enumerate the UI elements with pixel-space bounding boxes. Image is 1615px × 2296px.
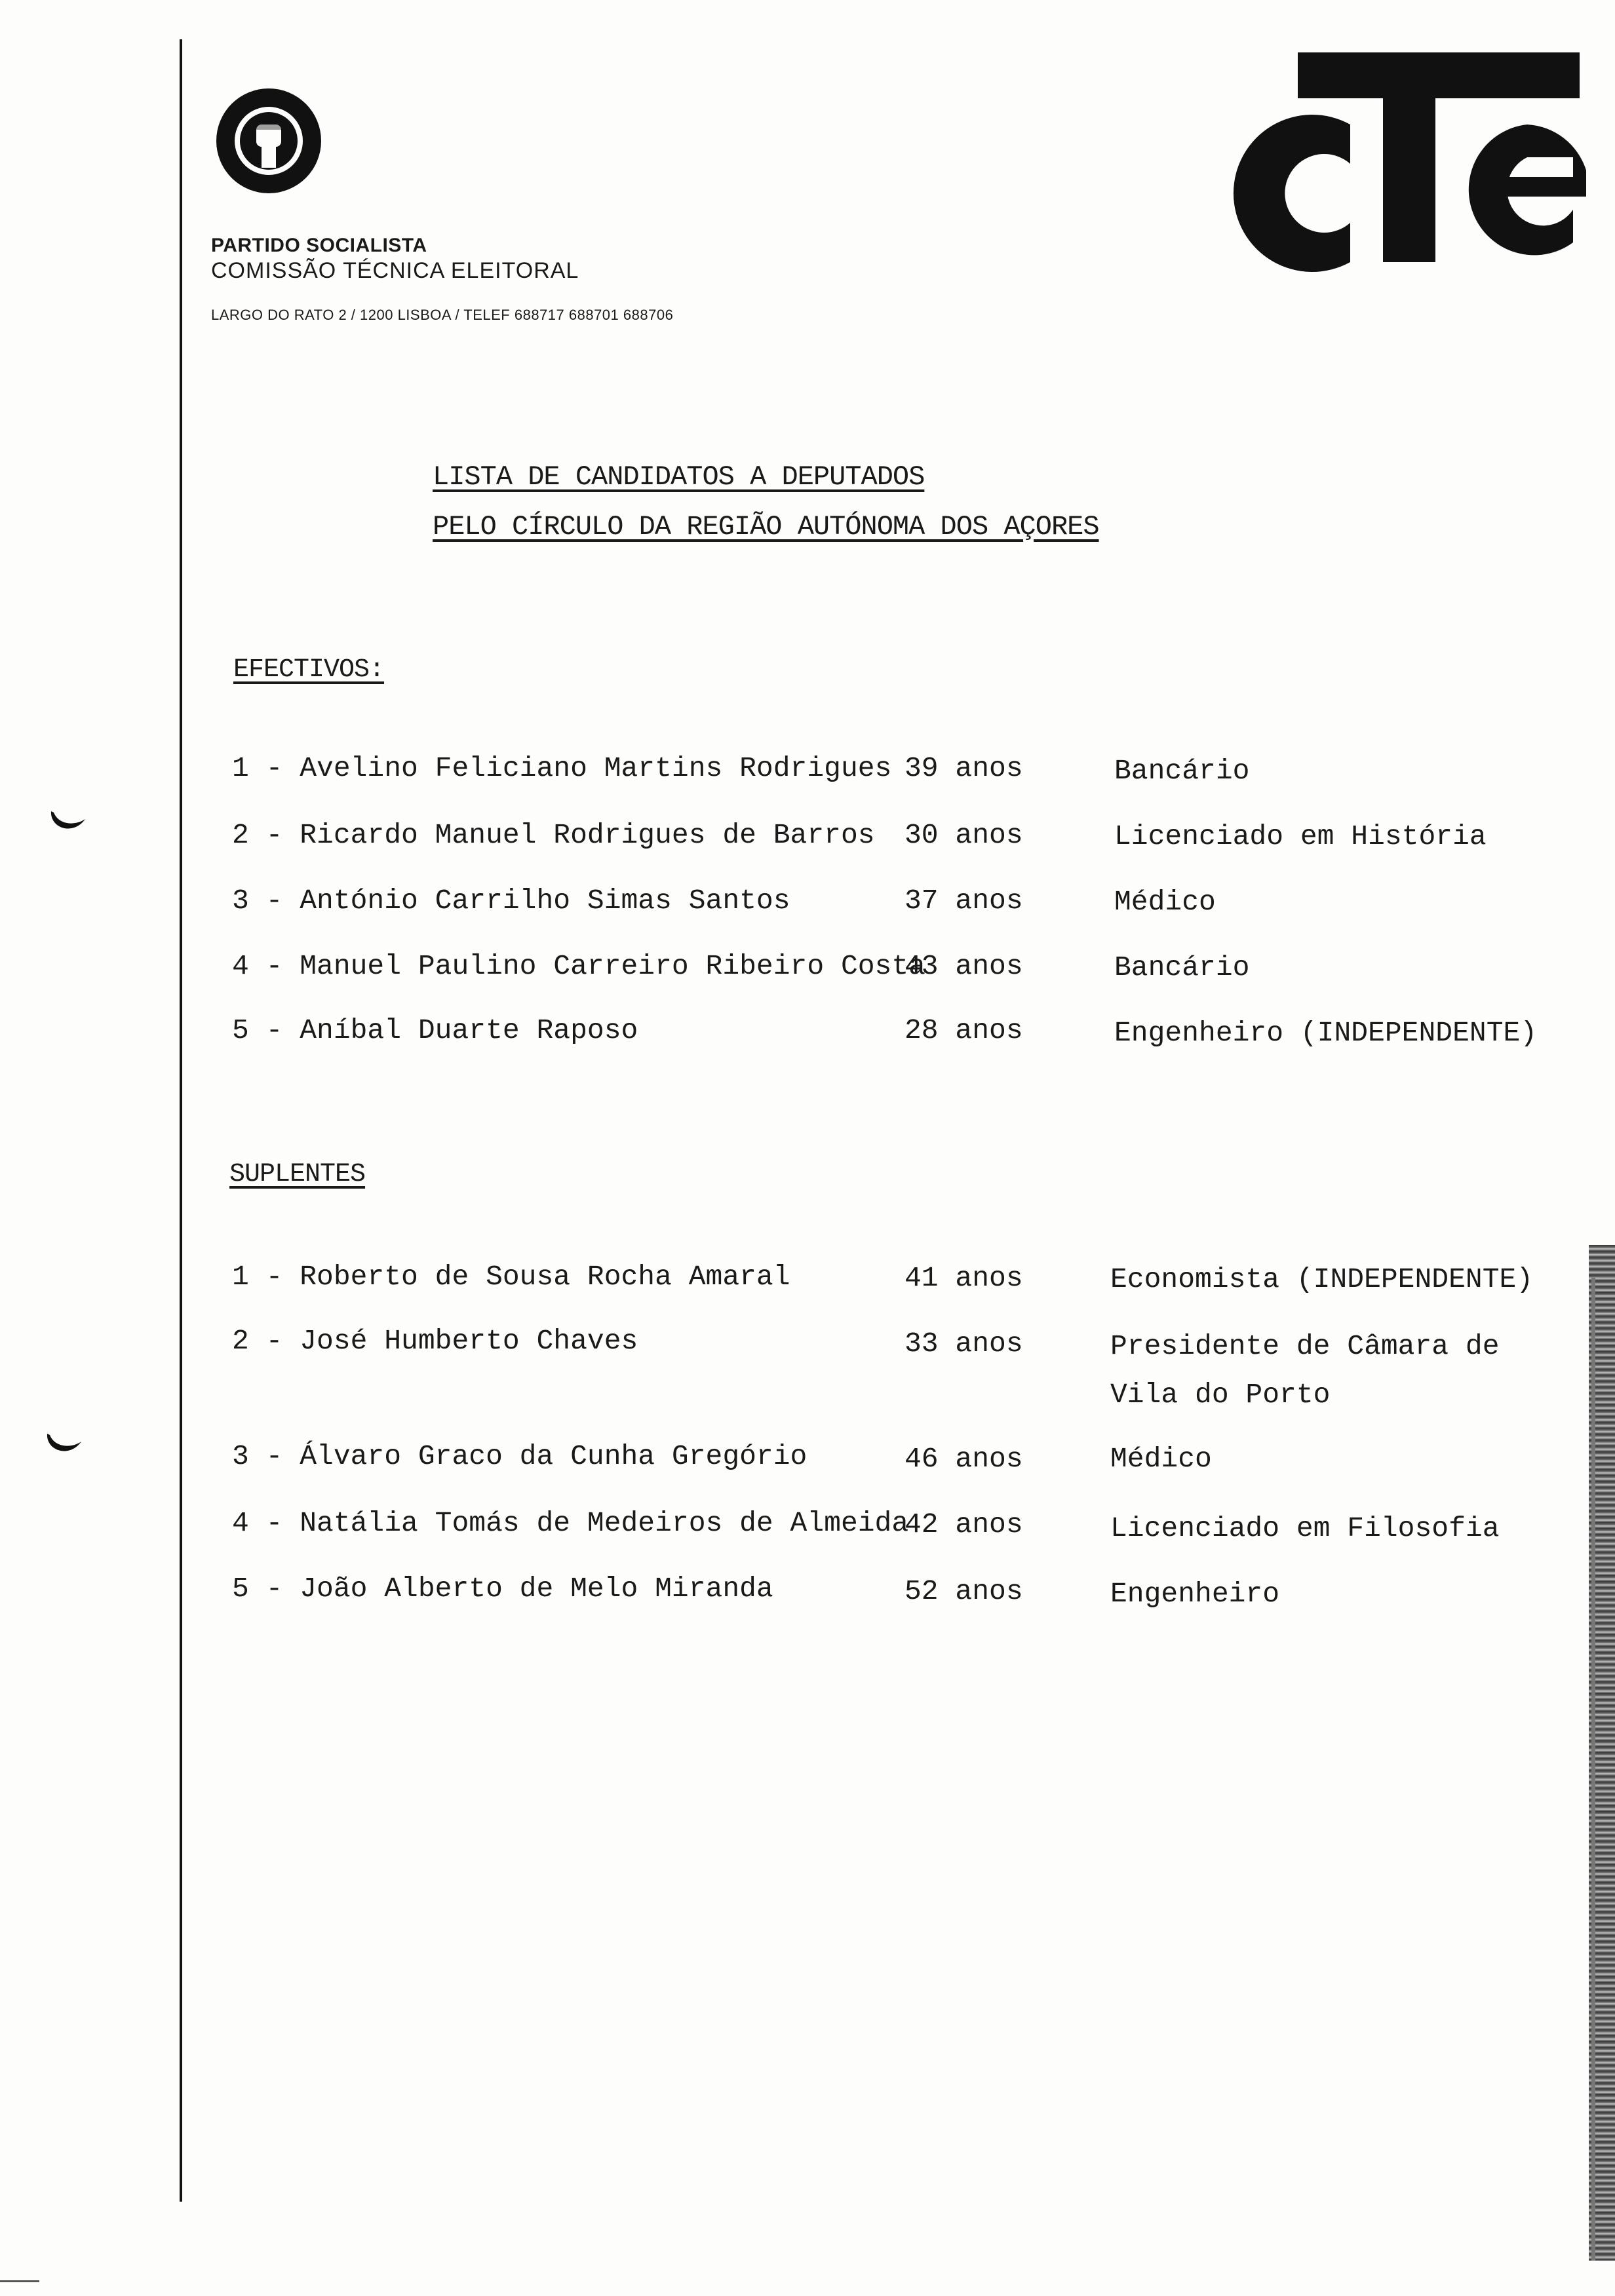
efectivo-profession: Bancário bbox=[1114, 755, 1250, 787]
suplente-name: 5 - João Alberto de Melo Miranda bbox=[232, 1573, 773, 1605]
commission-name: COMISSÃO TÉCNICA ELEITORAL bbox=[211, 258, 579, 283]
punch-hole-mark bbox=[43, 1428, 85, 1461]
suplente-profession: Economista (INDEPENDENTE) bbox=[1110, 1263, 1534, 1295]
suplente-profession: Médico bbox=[1110, 1443, 1212, 1475]
efectivo-profession: Médico bbox=[1114, 886, 1216, 918]
hole-mark-icon bbox=[43, 1428, 85, 1461]
suplente-name: 3 - Álvaro Graco da Cunha Gregório bbox=[232, 1440, 808, 1472]
suplente-age: 42 anos bbox=[905, 1508, 1023, 1540]
efectivo-age: 30 anos bbox=[905, 819, 1023, 851]
suplentes-heading: SUPLENTES bbox=[229, 1160, 366, 1189]
document-title-line-1: LISTA DE CANDIDATOS A DEPUTADOS bbox=[433, 461, 925, 493]
suplente-profession: Presidente de Câmara de bbox=[1110, 1330, 1500, 1362]
suplente-name: 4 - Natália Tomás de Medeiros de Almeida bbox=[232, 1507, 909, 1539]
suplente-name: 2 - José Humberto Chaves bbox=[232, 1325, 638, 1357]
scan-edge-artifact bbox=[1591, 1278, 1595, 2261]
party-name: PARTIDO SOCIALISTA bbox=[211, 235, 427, 256]
efectivo-age: 43 anos bbox=[905, 950, 1023, 982]
efectivo-name: 4 - Manuel Paulino Carreiro Ribeiro Costa bbox=[232, 950, 925, 982]
efectivo-age: 39 anos bbox=[905, 752, 1023, 784]
suplente-profession-continued: Vila do Porto bbox=[1110, 1379, 1331, 1411]
hole-mark-icon bbox=[47, 806, 89, 839]
efectivo-name: 3 - António Carrilho Simas Santos bbox=[232, 885, 790, 917]
suplente-age: 46 anos bbox=[905, 1443, 1023, 1475]
efectivo-name: 1 - Avelino Feliciano Martins Rodrigues bbox=[232, 752, 892, 784]
suplente-age: 41 anos bbox=[905, 1262, 1023, 1294]
document-title-line-2: PELO CÍRCULO DA REGIÃO AUTÓNOMA DOS AÇORES bbox=[433, 511, 1099, 543]
suplente-age: 33 anos bbox=[905, 1328, 1023, 1360]
punch-hole-mark bbox=[47, 806, 89, 839]
party-logo bbox=[213, 85, 324, 197]
suplente-profession: Engenheiro bbox=[1110, 1578, 1280, 1610]
efectivo-name: 2 - Ricardo Manuel Rodrigues de Barros bbox=[232, 819, 875, 851]
cte-brand-logo bbox=[1219, 26, 1586, 288]
margin-line bbox=[180, 39, 182, 2202]
efectivo-profession: Bancário bbox=[1114, 951, 1250, 984]
cte-logo-icon bbox=[1219, 26, 1586, 288]
efectivo-profession: Licenciado em História bbox=[1114, 820, 1487, 852]
fist-logo-icon bbox=[213, 85, 324, 197]
suplente-name: 1 - Roberto de Sousa Rocha Amaral bbox=[232, 1261, 790, 1293]
efectivos-heading: EFECTIVOS: bbox=[233, 655, 385, 685]
efectivo-age: 28 anos bbox=[905, 1014, 1023, 1046]
suplente-profession: Licenciado em Filosofia bbox=[1110, 1512, 1500, 1544]
scan-mark bbox=[0, 2280, 39, 2282]
efectivo-name: 5 - Aníbal Duarte Raposo bbox=[232, 1014, 638, 1046]
efectivo-age: 37 anos bbox=[905, 885, 1023, 917]
suplente-age: 52 anos bbox=[905, 1575, 1023, 1607]
address-line: LARGO DO RATO 2 / 1200 LISBOA / TELEF 688717 688701 688706 bbox=[211, 307, 674, 323]
efectivo-profession: Engenheiro (INDEPENDENTE) bbox=[1114, 1017, 1538, 1049]
